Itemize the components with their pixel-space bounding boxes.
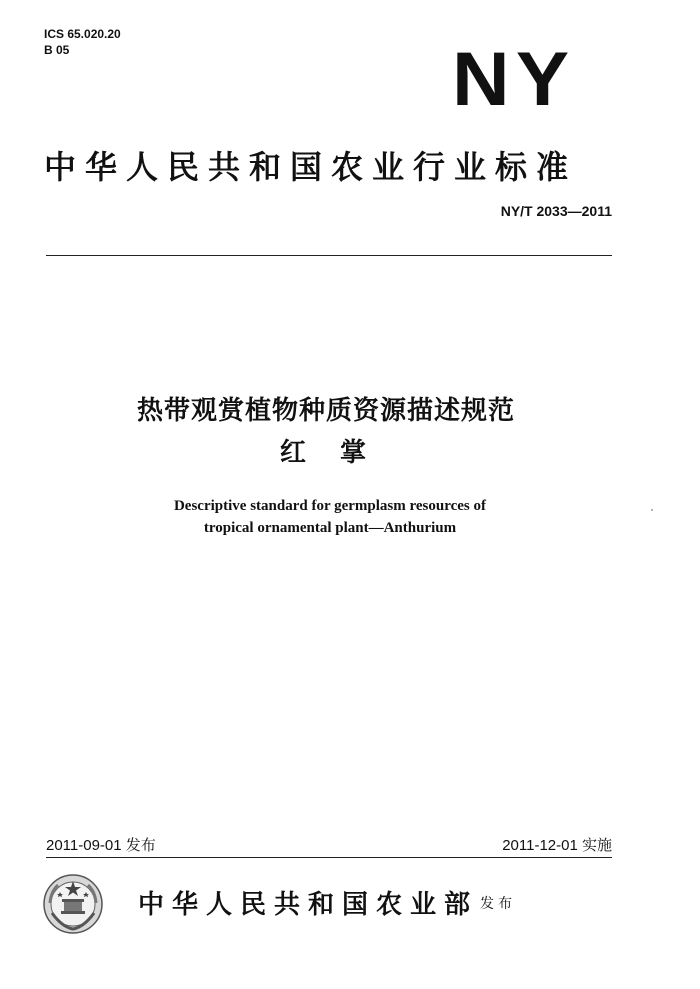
standard-number: NY/T 2033—2011: [500, 203, 612, 219]
scan-speck: [651, 509, 653, 511]
ccs-code: B 05: [44, 43, 70, 57]
implementation-date: 2011-12-01 实施: [502, 837, 612, 854]
standard-title: 中华人民共和国农业行业标准: [44, 148, 578, 186]
title-en-line2: tropical ornamental plant—Anthurium: [203, 520, 457, 536]
top-divider: [46, 255, 612, 256]
issue-date: 2011-09-01 发布: [46, 837, 156, 854]
bottom-divider: [46, 857, 612, 858]
ny-logo: NY: [452, 37, 576, 122]
title-cn-line2: 红掌: [279, 438, 400, 468]
publish-label: 发布: [480, 896, 516, 912]
publisher-name: 中华人民共和国农业部: [138, 890, 479, 920]
ics-code: ICS 65.020.20: [44, 27, 121, 41]
title-en-line1: Descriptive standard for germplasm resources of: [173, 498, 487, 514]
title-cn-line1: 热带观赏植物种质资源描述规范: [136, 396, 515, 426]
national-emblem-icon: [42, 873, 104, 935]
